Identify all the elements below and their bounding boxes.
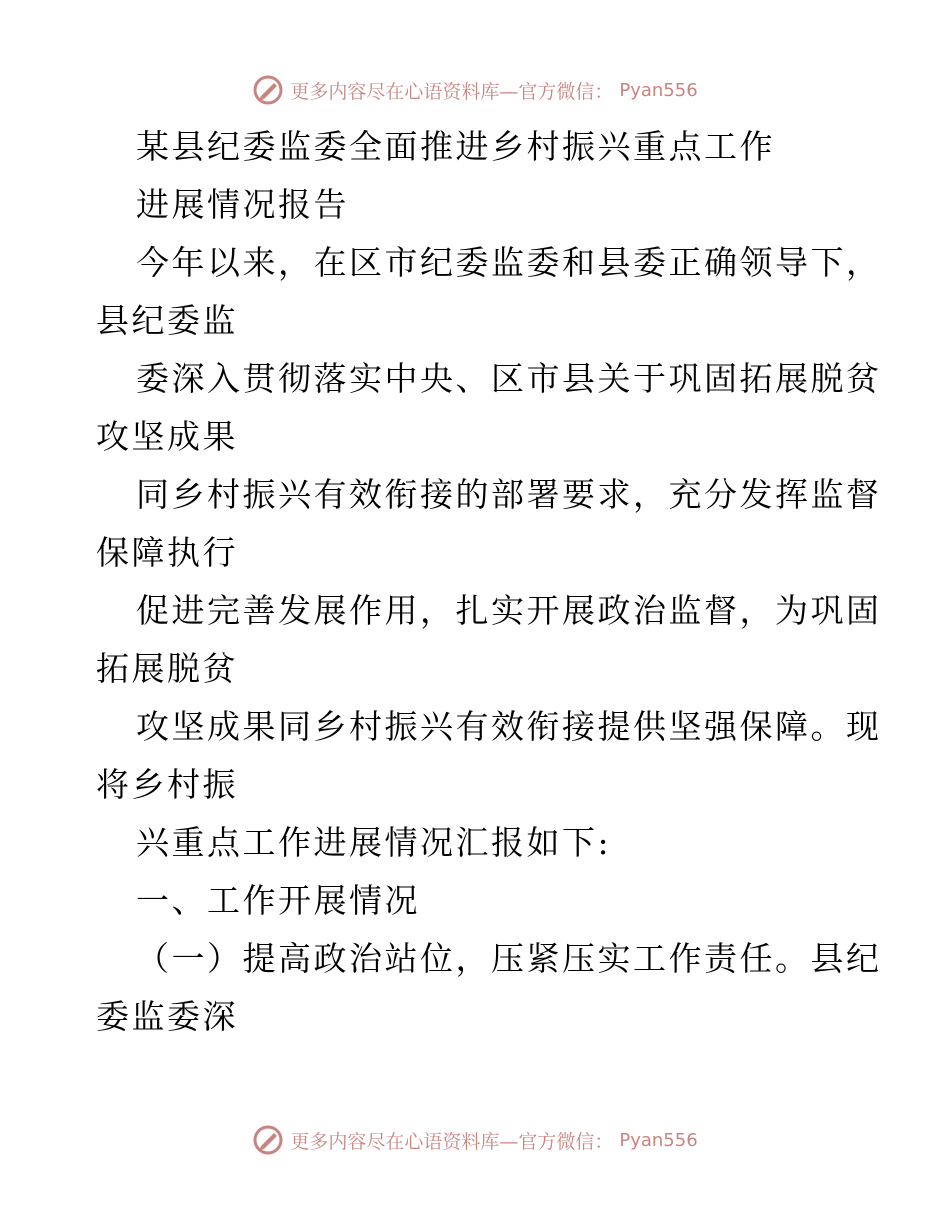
text-line: 攻坚成果 (96, 417, 238, 456)
pen-logo-icon (252, 1124, 284, 1156)
text-line: 委深入贯彻落实中央、区市县关于巩固拓展脱贫 (136, 359, 882, 398)
watermark-wechat-id: Pyan556 (619, 1129, 698, 1151)
footer-watermark (0, 1120, 950, 1160)
text-line: 兴重点工作进展情况汇报如下: (136, 823, 612, 862)
text-line: （一）提高政治站位，压紧压实工作责任。县纪 (136, 939, 882, 978)
watermark-text: 更多内容尽在心语资料库—官方微信： (290, 1130, 614, 1153)
text-line: 拓展脱贫 (96, 649, 238, 688)
text-line: 今年以来，在区市纪委监委和县委正确领导下， (136, 243, 882, 282)
text-line: 保障执行 (96, 533, 238, 572)
text-line: 同乡村振兴有效衔接的部署要求，充分发挥监督 (136, 475, 882, 514)
header-watermark (0, 70, 950, 110)
text-line: 攻坚成果同乡村振兴有效衔接提供坚强保障。现 (136, 707, 882, 746)
text-line: 某县纪委监委全面推进乡村振兴重点工作 (136, 127, 775, 166)
text-line: 将乡村振 (96, 765, 238, 804)
document-body (96, 118, 882, 1046)
pen-logo-icon (252, 74, 284, 106)
text-line: 委监委深 (96, 997, 238, 1036)
text-line: 一、工作开展情况 (136, 881, 420, 920)
text-line: 促进完善发展作用，扎实开展政治监督，为巩固 (136, 591, 882, 630)
watermark-text: 更多内容尽在心语资料库—官方微信： (290, 80, 614, 103)
text-line: 进展情况报告 (136, 185, 349, 224)
watermark-wechat-id: Pyan556 (619, 79, 698, 101)
text-line: 县纪委监 (96, 301, 238, 340)
